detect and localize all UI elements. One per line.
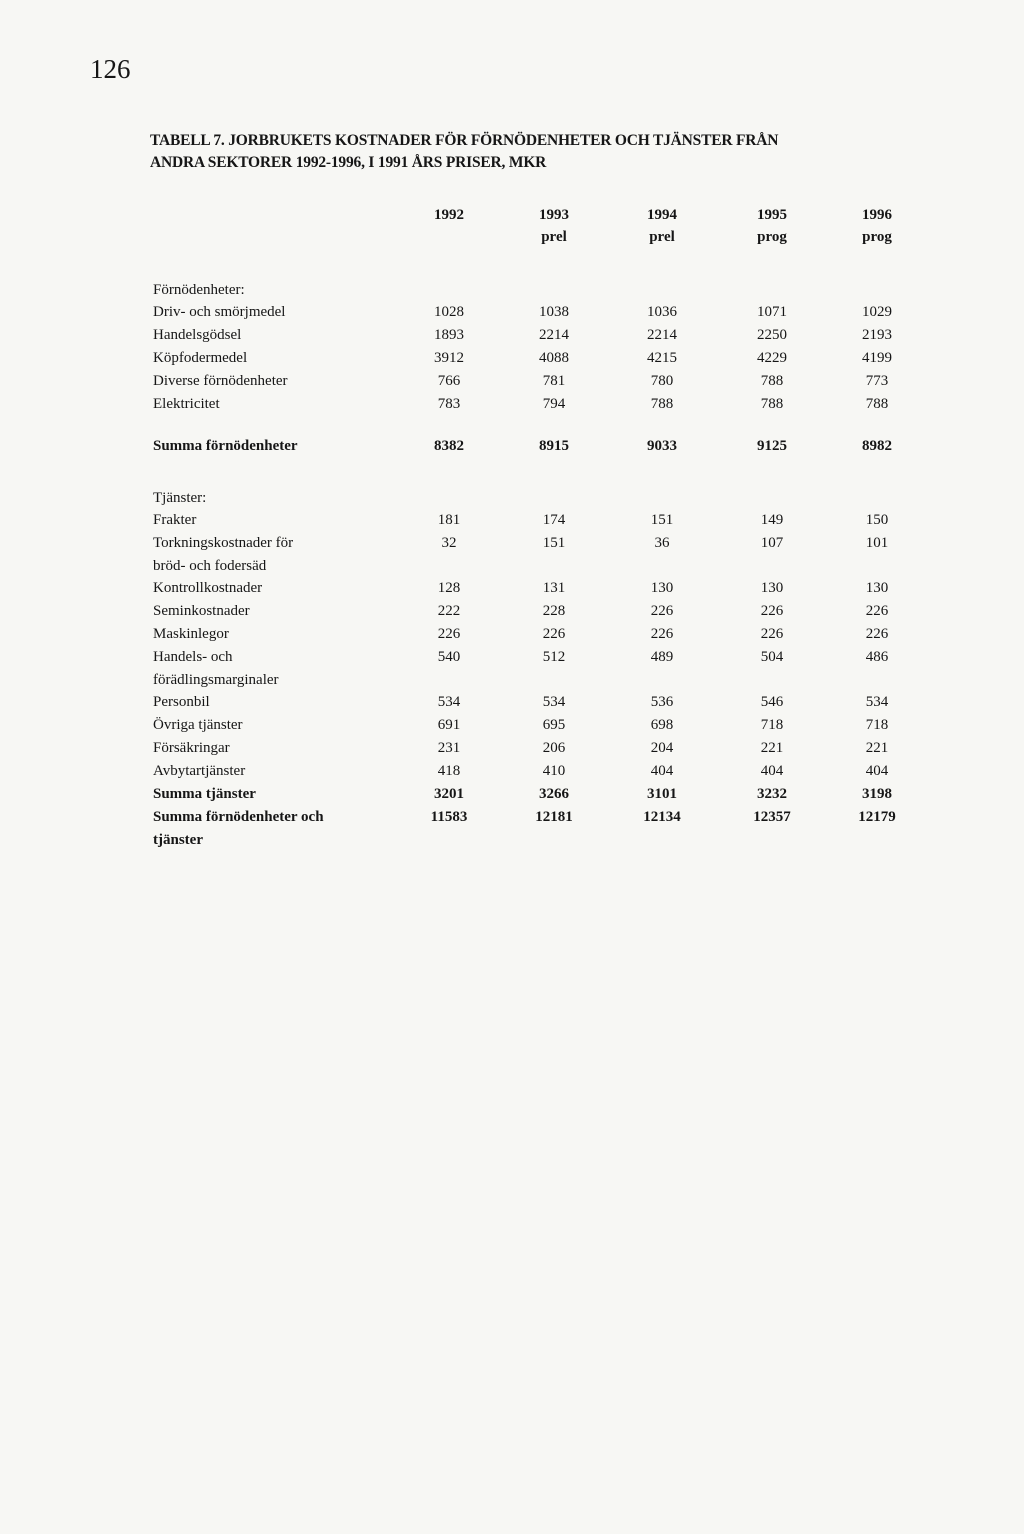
table-cell: 695 bbox=[542, 717, 566, 733]
row-label-continued: tjänster bbox=[153, 832, 203, 848]
table-cell: 101 bbox=[865, 535, 889, 551]
row-label: Övriga tjänster bbox=[153, 717, 243, 733]
column-header-year: 1995 bbox=[757, 207, 787, 223]
table-cell: 504 bbox=[760, 649, 784, 665]
column-header-year: 1994 bbox=[647, 207, 677, 223]
table-cell: 131 bbox=[542, 580, 566, 596]
row-label: Avbytartjänster bbox=[153, 763, 246, 779]
table-cell: 226 bbox=[760, 626, 784, 642]
table-cell: 222 bbox=[437, 603, 461, 619]
table-cell: 8382 bbox=[434, 438, 464, 454]
table-title bbox=[150, 130, 960, 174]
row-label: Köpfodermedel bbox=[153, 350, 248, 366]
table-cell: 130 bbox=[760, 580, 784, 596]
table-cell: 486 bbox=[865, 649, 889, 665]
table-cell: 206 bbox=[542, 740, 566, 756]
table-cell: 151 bbox=[542, 535, 566, 551]
row-label-continued: bröd- och fodersäd bbox=[153, 558, 267, 574]
table-cell: 4199 bbox=[862, 350, 892, 366]
table-cell: 788 bbox=[650, 396, 674, 412]
table-cell: 4088 bbox=[539, 350, 569, 366]
table-cell: 32 bbox=[441, 535, 457, 551]
table-cell: 1893 bbox=[434, 327, 464, 343]
table-cell: 2250 bbox=[757, 327, 787, 343]
table-cell: 226 bbox=[650, 626, 674, 642]
table-cell: 221 bbox=[760, 740, 784, 756]
table-cell: 718 bbox=[865, 717, 889, 733]
table-cell: 418 bbox=[437, 763, 461, 779]
row-label: Handels- och bbox=[153, 649, 233, 665]
row-label-continued: förädlingsmarginaler bbox=[153, 672, 279, 688]
table-cell: 1071 bbox=[757, 304, 787, 320]
row-label: Summa förnödenheter bbox=[153, 438, 298, 454]
table-cell: 766 bbox=[437, 373, 461, 389]
table-cell: 534 bbox=[865, 694, 889, 710]
table-cell: 788 bbox=[865, 396, 889, 412]
row-label: Elektricitet bbox=[153, 396, 220, 412]
table-cell: 3198 bbox=[862, 786, 892, 802]
table-cell: 226 bbox=[760, 603, 784, 619]
row-label: Tjänster: bbox=[153, 490, 207, 506]
table-title-line-1: TABELL 7. JORBRUKETS KOSTNADER FÖR FÖRNÖDENHETER OCH TJÄNSTER FRÅN bbox=[150, 132, 779, 149]
table-cell: 534 bbox=[437, 694, 461, 710]
table-cell: 9033 bbox=[647, 438, 677, 454]
table-cell: 546 bbox=[760, 694, 784, 710]
row-label: Torkningskostnader för bbox=[153, 535, 294, 551]
table-cell: 12357 bbox=[753, 809, 791, 825]
table-cell: 151 bbox=[650, 512, 674, 528]
table-cell: 4229 bbox=[757, 350, 787, 366]
table-cell: 130 bbox=[650, 580, 674, 596]
table-cell: 691 bbox=[437, 717, 461, 733]
table-cell: 404 bbox=[760, 763, 784, 779]
table-title-line-2: ANDRA SEKTORER 1992-1996, I 1991 ÅRS PRISER, MKR bbox=[150, 154, 547, 171]
table-cell: 3101 bbox=[647, 786, 677, 802]
table-cell: 534 bbox=[542, 694, 566, 710]
table-cell: 2193 bbox=[862, 327, 892, 343]
table-cell: 12179 bbox=[858, 809, 896, 825]
table-cell: 204 bbox=[650, 740, 674, 756]
table-cell: 718 bbox=[760, 717, 784, 733]
table-cell: 794 bbox=[542, 396, 566, 412]
column-header-year: 1996 bbox=[862, 207, 892, 223]
table-cell: 226 bbox=[865, 626, 889, 642]
table-cell: 226 bbox=[650, 603, 674, 619]
table-cell: 12181 bbox=[535, 809, 573, 825]
column-header-note: prog bbox=[862, 229, 892, 245]
table-cell: 226 bbox=[437, 626, 461, 642]
table-cell: 8915 bbox=[539, 438, 569, 454]
table-cell: 4215 bbox=[647, 350, 677, 366]
table-cell: 410 bbox=[542, 763, 566, 779]
table-cell: 12134 bbox=[643, 809, 681, 825]
table-cell: 540 bbox=[437, 649, 461, 665]
table-cell: 130 bbox=[865, 580, 889, 596]
table-cell: 1029 bbox=[862, 304, 892, 320]
table-cell: 11583 bbox=[430, 809, 468, 825]
table-cell: 788 bbox=[760, 373, 784, 389]
row-label: Frakter bbox=[153, 512, 197, 528]
table-cell: 404 bbox=[865, 763, 889, 779]
table-cell: 149 bbox=[760, 512, 784, 528]
row-label: Personbil bbox=[153, 694, 210, 710]
row-label: Seminkostnader bbox=[153, 603, 250, 619]
table-cell: 3232 bbox=[757, 786, 787, 802]
table-cell: 788 bbox=[760, 396, 784, 412]
row-label: Diverse förnödenheter bbox=[153, 373, 288, 389]
table-cell: 404 bbox=[650, 763, 674, 779]
table-cell: 107 bbox=[760, 535, 784, 551]
column-header-note: prog bbox=[757, 229, 787, 245]
table-cell: 181 bbox=[437, 512, 461, 528]
row-label: Summa tjänster bbox=[153, 786, 256, 802]
table-cell: 773 bbox=[865, 373, 889, 389]
table-cell: 3201 bbox=[434, 786, 464, 802]
table-cell: 174 bbox=[542, 512, 566, 528]
table-cell: 783 bbox=[437, 396, 461, 412]
column-header-year: 1993 bbox=[539, 207, 569, 223]
table-cell: 1036 bbox=[647, 304, 677, 320]
column-header-note: prel bbox=[541, 229, 567, 245]
row-label: Maskinlegor bbox=[153, 626, 229, 642]
table-cell: 1028 bbox=[434, 304, 464, 320]
table-cell: 2214 bbox=[539, 327, 569, 343]
table-cell: 226 bbox=[865, 603, 889, 619]
column-header-note: prel bbox=[649, 229, 675, 245]
row-label: Förnödenheter: bbox=[153, 282, 245, 298]
table-cell: 536 bbox=[650, 694, 674, 710]
table-cell: 781 bbox=[542, 373, 566, 389]
table-cell: 1038 bbox=[539, 304, 569, 320]
table-cell: 512 bbox=[542, 649, 566, 665]
table-cell: 9125 bbox=[757, 438, 787, 454]
page-number: 126 bbox=[90, 54, 131, 84]
table-cell: 698 bbox=[650, 717, 674, 733]
row-label: Kontrollkostnader bbox=[153, 580, 263, 596]
table-cell: 228 bbox=[542, 603, 566, 619]
table-cell: 780 bbox=[650, 373, 674, 389]
table-cell: 226 bbox=[542, 626, 566, 642]
column-header-year: 1992 bbox=[434, 207, 464, 223]
table-cell: 2214 bbox=[647, 327, 677, 343]
row-label: Driv- och smörjmedel bbox=[153, 304, 286, 320]
table-cell: 489 bbox=[650, 649, 674, 665]
row-label: Handelsgödsel bbox=[153, 327, 242, 343]
table-cell: 221 bbox=[865, 740, 889, 756]
table-cell: 231 bbox=[437, 740, 461, 756]
table-cell: 150 bbox=[865, 512, 889, 528]
table-cell: 128 bbox=[437, 580, 461, 596]
table-cell: 3912 bbox=[434, 350, 464, 366]
table-cell: 8982 bbox=[862, 438, 892, 454]
row-label: Summa förnödenheter och bbox=[153, 809, 324, 825]
table-cell: 36 bbox=[654, 535, 670, 551]
row-label: Försäkringar bbox=[153, 740, 230, 756]
table-cell: 3266 bbox=[539, 786, 569, 802]
